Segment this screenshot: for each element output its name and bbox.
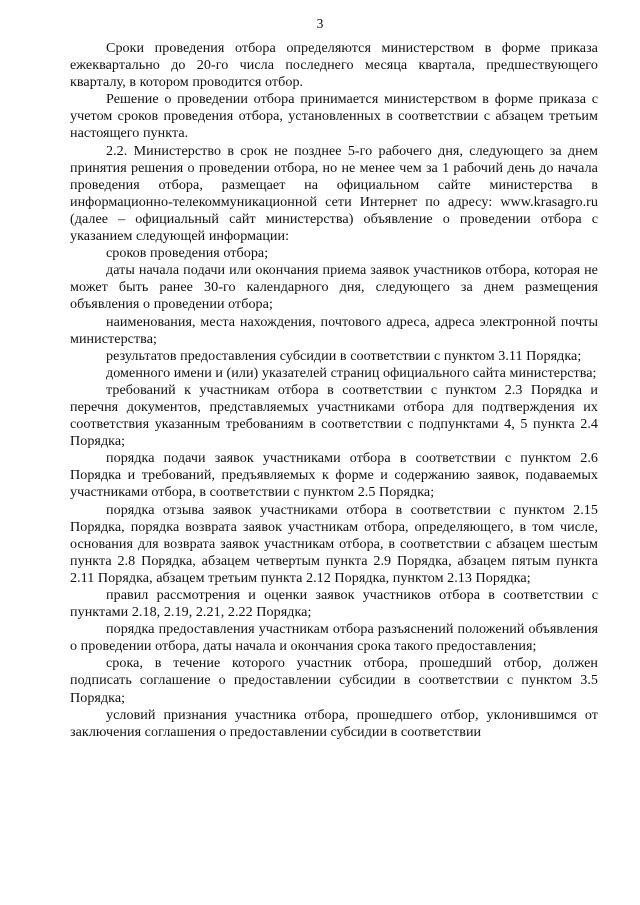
paragraph-2-2-announcement: 2.2. Министерство в срок не позднее 5-го рабочего дня, следующего за днем принятия решения о проведении отбора, но не менее чем за 1 рабочий день до начала проведения отбора, размещает на официальном сайте министерства в информационно-телекоммуникационной сети Интернет по адресу: www.krasagro.ru (далее – официальный сайт министерства) объявление о проведении отбора с указанием следующей информации:	[70, 142, 598, 245]
list-item-evasion-conditions: условий признания участника отбора, прошедшего отбор, уклонившимся от заключения соглашения о предоставлении субсидии в соответствии	[70, 706, 598, 740]
list-item-withdrawal-procedure: порядка отзыва заявок участниками отбора в соответствии с пунктом 2.15 Порядка, порядка возврата заявок участникам отбора, определяющего, в том числе, основания для возврата заявок участникам отбора, в соответствии с абзацем шестым пункта 2.8 Порядка, абзацем четвертым пункта 2.9 Порядка, абзацем пятым пункта 2.11 Порядка, абзацем третьим пункта 2.12 Порядка, пунктом 2.13 Порядка;	[70, 501, 598, 586]
list-item-selection-terms: сроков проведения отбора;	[106, 245, 269, 262]
list-item-domain-name: доменного имени и (или) указателей страниц официального сайта министерства;	[106, 364, 597, 381]
list-item-evaluation-rules: правил рассмотрения и оценки заявок участников отбора в соответствии с пунктами 2.18, 2.19, 2.21, 2.22 Порядка;	[70, 587, 598, 621]
page-number: 3	[316, 16, 324, 31]
list-item-agreement-deadline: срока, в течение которого участник отбора, прошедший отбор, должен подписать соглашение о предоставлении субсидии в соответствии с пунктом 3.5 Порядка;	[70, 655, 598, 706]
list-item-application-procedure: порядка подачи заявок участниками отбора в соответствии с пунктом 2.6 Порядка и требований, предъявляемых к форме и содержанию заявок, подаваемых участниками отбора, в соответствии с пунктом 2.5 Порядка;	[70, 450, 598, 501]
list-item-participant-requirements: требований к участникам отбора в соответствии с пунктом 2.3 Порядка и перечня документов, представляемых участниками отбора для подтверждения их соответствия указанным требованиям в соответствии с подпунктами 4, 5 пункта 2.4 Порядка;	[70, 381, 598, 450]
paragraph-decision: Решение о проведении отбора принимается министерством в форме приказа с учетом сроков проведения отбора, установленных в соответствии с абзацем третьим настоящего пункта.	[70, 91, 598, 142]
list-item-subsidy-results: результатов предоставления субсидии в соответствии с пунктом 3.11 Порядка;	[106, 347, 582, 364]
list-item-ministry-contacts: наименования, места нахождения, почтового адреса, адреса электронной почты министерства;	[70, 313, 598, 347]
document-body	[70, 40, 598, 741]
list-item-application-dates: даты начала подачи или окончания приема заявок участников отбора, которая не может быть ранее 30-го календарного дня, следующего за днем размещения объявления о проведении отбора;	[70, 262, 598, 313]
paragraph-selection-period: Сроки проведения отбора определяются министерством в форме приказа ежеквартально до 20-го числа последнего месяца квартала, предшествующего кварталу, в котором проводится отбор.	[70, 40, 598, 91]
list-item-clarifications: порядка предоставления участникам отбора разъяснений положений объявления о проведении отбора, даты начала и окончания срока такого предоставления;	[70, 621, 598, 655]
